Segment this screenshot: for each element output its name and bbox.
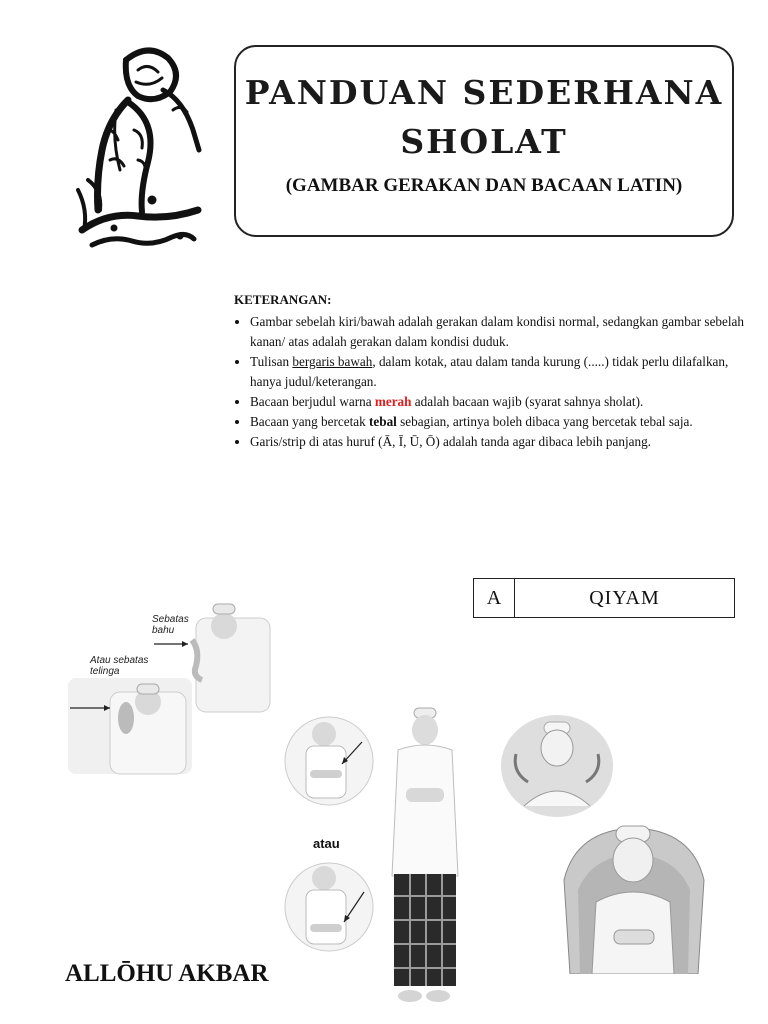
caption-atau-sebatas-telinga	[90, 655, 148, 677]
atau-label: atau	[313, 836, 340, 851]
keterangan-text: adalah bacaan wajib (syarat sahnya sholat).	[411, 394, 644, 409]
red-text: merah	[374, 394, 412, 409]
reading-allahu-akbar: ALLŌHU AKBAR	[65, 960, 269, 987]
keterangan-text: Bacaan yang bercetak	[250, 414, 369, 429]
keterangan-text: , dalam kotak, atau dalam tanda kurung (.....) tidak perlu dilafalkan, hanya judul/keterangan.	[250, 354, 729, 389]
keterangan-item	[250, 412, 744, 432]
arrow-bahu-head	[182, 641, 188, 647]
keterangan-section	[234, 290, 744, 452]
calligraphy-praying-figure-icon	[68, 40, 213, 255]
keterangan-text: Garis/strip di atas huruf (Ā, Ī, Ū, Ō) adalah tanda agar dibaca lebih panjang.	[250, 434, 651, 449]
seated-chair-person-illustration	[556, 820, 712, 974]
standing-person-illustration	[376, 706, 472, 1008]
subtitle: (GAMBAR GERAKAN DAN BACAAN LATIN)	[285, 175, 683, 196]
person-sebatas-bahu	[192, 604, 270, 712]
section-label-table	[473, 578, 735, 618]
title-line-2: SHOLAT	[400, 122, 568, 161]
caption-text: Atau sebatas	[90, 655, 149, 666]
caption-sebatas-bahu	[152, 614, 189, 636]
keterangan-text: Bacaan berjudul warna	[250, 394, 375, 409]
seated-takbir-illustration	[500, 714, 614, 818]
title-line-1: PANDUAN SEDERHANA	[244, 73, 724, 112]
caption-text: Sebatas	[152, 614, 189, 625]
keterangan-heading: KETERANGAN:	[234, 292, 332, 307]
hands-on-chest-illustration	[284, 716, 374, 806]
keterangan-item	[250, 392, 744, 412]
bold-text: tebal	[368, 414, 397, 429]
underlined-text: bergaris bawah	[292, 354, 373, 369]
keterangan-text: sebagian, artinya boleh dibaca yang bercetak tebal saja.	[396, 414, 693, 429]
hands-below-chest-illustration	[284, 862, 374, 952]
caption-text: telinga	[90, 666, 120, 677]
section-name: QIYAM	[589, 586, 660, 609]
title-box	[234, 45, 734, 237]
person-sebatas-telinga	[68, 678, 192, 774]
section-letter: A	[474, 579, 515, 617]
keterangan-item	[250, 312, 744, 352]
keterangan-text: Gambar sebelah kiri/bawah adalah gerakan dalam kondisi normal, sedangkan gambar sebelah kanan/ atas adalah gerakan dalam kondisi duduk.	[250, 314, 744, 349]
keterangan-item	[250, 432, 744, 452]
caption-text: bahu	[152, 625, 175, 636]
keterangan-item	[250, 352, 744, 392]
keterangan-text: Tulisan	[250, 354, 293, 369]
keterangan-list	[234, 312, 744, 452]
